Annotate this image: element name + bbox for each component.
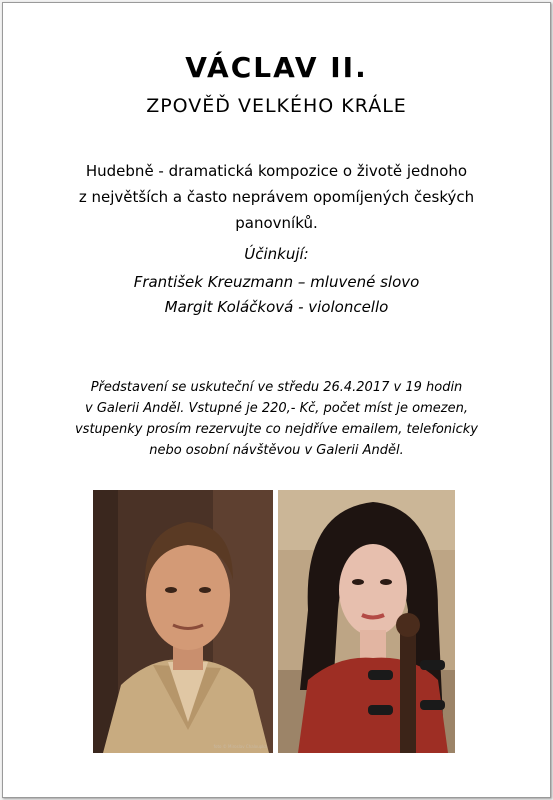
- description-line: z největších a často neprávem opomíjených českých: [78, 188, 475, 206]
- info-line: vstupenky prosím rezervujte co nejdříve emailem, telefonicky: [74, 422, 478, 437]
- info-line: v Galerii Anděl. Vstupné je 220,- Kč, počet míst je omezen,: [85, 401, 468, 416]
- performer-item: Margit Koláčková - violoncello: [164, 298, 389, 316]
- photo-cellist: [278, 490, 455, 753]
- photo-credit: foto © Miroslav Chaloupka: [213, 744, 267, 749]
- performers-heading: Účinkují:: [244, 245, 309, 263]
- info-line: nebo osobní návštěvou v Galerii Anděl.: [149, 443, 404, 458]
- description-line: Hudebně - dramatická kompozice o životě jednoho: [85, 162, 468, 180]
- description: [3, 158, 550, 236]
- poster-subtitle: ZPOVĚĎ VELKÉHO KRÁLE: [146, 95, 407, 117]
- poster-page: [2, 2, 551, 798]
- poster-title: VÁCLAV II.: [185, 51, 368, 84]
- info-line: Představení se uskuteční ve středu 26.4.2017 v 19 hodin: [90, 380, 463, 395]
- event-info: [3, 377, 550, 461]
- description-line: panovníků.: [235, 214, 318, 232]
- performer-item: František Kreuzmann – mluvené slovo: [133, 273, 420, 291]
- photo-speaker: [93, 490, 273, 753]
